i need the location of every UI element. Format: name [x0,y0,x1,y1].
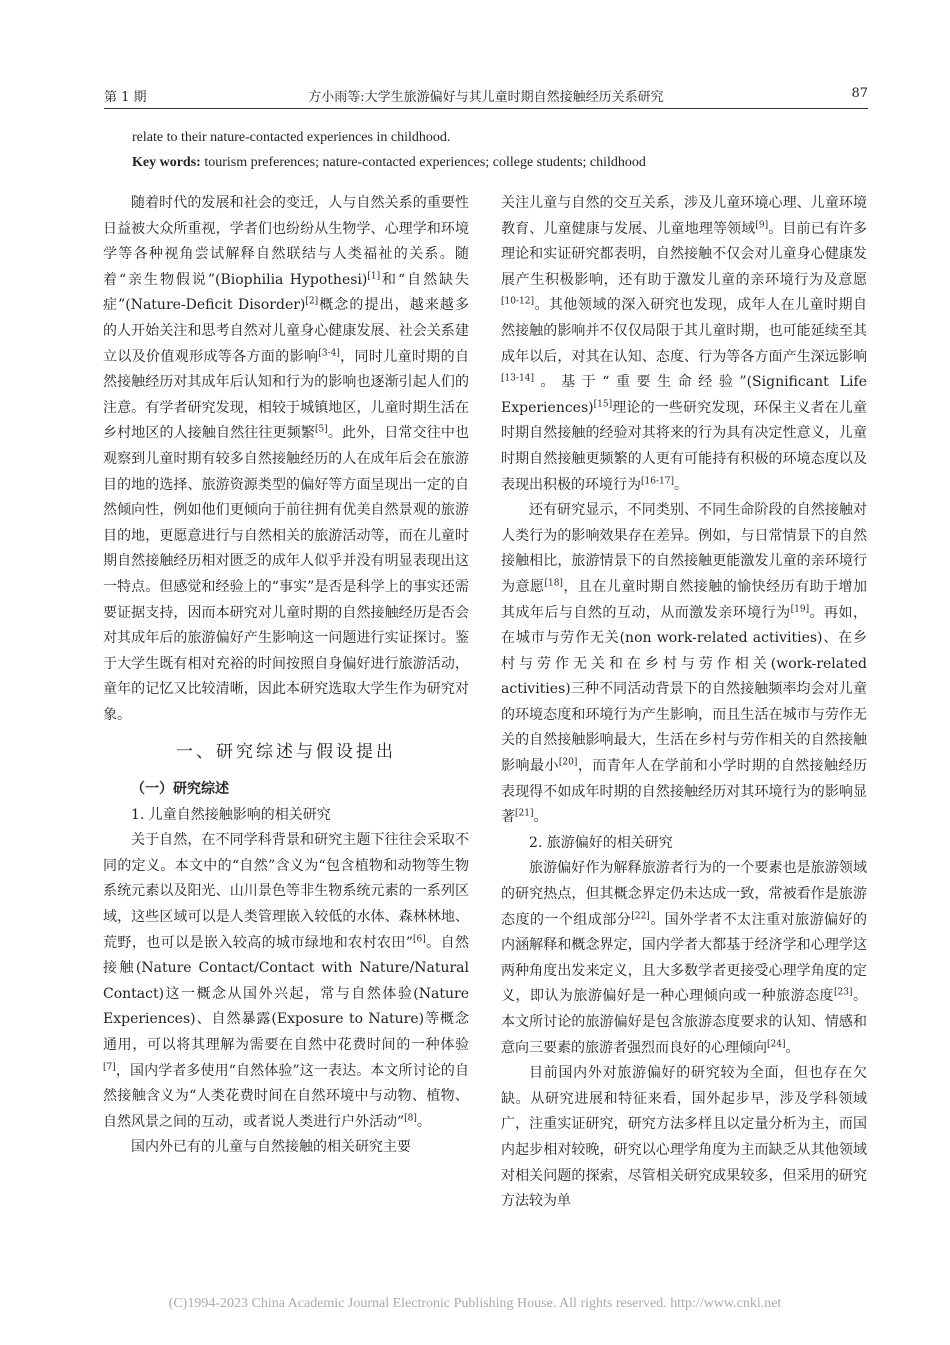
issue-number: 第 1 期 [104,90,147,105]
keywords-text: tourism preferences; nature-contacted experiences; college students; childhood [200,155,646,170]
keywords-line [132,150,852,176]
abstract-tail-line: relate to their nature-contacted experiences in childhood. [132,130,451,145]
body-paragraph: 国内外已有的儿童与自然接触的相关研究主要 [131,1139,411,1156]
keywords-label: Key words: [132,155,201,170]
left-column [103,191,469,1161]
section-heading: 一、研究综述与假设提出 [176,742,396,763]
running-header [104,84,868,109]
continued-paragraph: 关注儿童与自然的交互关系，涉及儿童环境心理、儿童环境教育、儿童健康与发展、儿童地理等领域[9]。目前已有许多理论和实证研究都表明，自然接触不仅会对儿童身心健康发展产生积极影响，还有助于激发儿童的亲环境行为及意愿[10-12]。其他领域的深入研究也发现，成年人在儿童时期自然接触的影响并不仅仅局限于其儿童时期，也可能延续至其成年以后，对其在认知、态度、行为等各方面产生深远影响[13-14]。基于“重要生命经验”(Significant Life Experiences)[15]理论的一些研究发现，环保主义者在儿童时期自然接触的经验对其将来的行为具有决定性意义，儿童时期自然接触更频繁的人更有可能持有积极的环境态度以及表现出积极的环境行为[16-17]。 [501,195,868,493]
right-column [501,191,867,1215]
page-number: 87 [851,86,868,101]
copyright-footer: (C)1994-2023 China Academic Journal Electronic Publishing House. All rights reserved. http://www.cnki.net [168,1296,782,1311]
body-paragraph: 还有研究显示，不同类别、不同生命阶段的自然接触对人类行为的影响效果存在差异。例如，与日常情景下的自然接触相比，旅游情景下的自然接触更能激发儿童的亲环境行为意愿[18]，且在儿童时期自然接触的愉快经历有助于增加其成年后与自然的互动，从而激发亲环境行为[19]。再如，在城市与劳作无关(non work-related activities)、在乡村与劳作无关和在乡村与劳作相关(work-related activities)三种不同活动背景下的自然接触频率均会对儿童的环境态度和环境行为产生影响，而且生活在城市与劳作无关的自然接触影响最大，生活在乡村与劳作相关的自然接触影响最小[20]，而青年人在学前和小学时期的自然接触经历表现得不如成年时期的自然接触经历对其环境行为的影响显著[21]。 [501,502,868,826]
subsubsection-heading: 2. 旅游偏好的相关研究 [529,834,673,851]
subsection-heading: （一）研究综述 [131,781,229,798]
nature-definition-paragraph: 关于自然，在不同学科背景和研究主题下往往会采取不同的定义。本文中的“自然”含义为“包含植物和动物等生物系统元素以及阳光、山川景色等非生物系统元素的一系列区域，这些区域可以是人类管理嵌入较低的水体、森林林地、荒野，也可以是嵌入较高的城市绿地和农村农田”[6]。自然接触(Nature Contact/Contact with Nature/Natural Contact)这一概念从国外兴起，常与自然体验(Nature Experiences)、自然暴露(Exposure to Nature)等概念通用，可以将其理解为需要在自然中花费时间的一种体验[7]，国内学者多使用“自然体验”这一表达。本文所讨论的自然接触含义为“人类花费时间在自然环境中与动物、植物、自然风景之间的互动，或者说人类进行户外活动”[8]。 [103,832,470,1130]
tourism-preference-paragraph: 旅游偏好作为解释旅游者行为的一个要素也是旅游领域的研究热点，但其概念界定仍未达成一致，常被看作是旅游态度的一个组成部分[22]。国外学者不太注重对旅游偏好的内涵解释和概念界定，国内学者大都基于经济学和心理学这两种角度出发来定义，且大多数学者更接受心理学角度的定义，即认为旅游偏好是一种心理倾向或一种旅游态度[23]。本文所讨论的旅游偏好是包含旅游态度要求的认知、情感和意向三要素的旅游者强烈而良好的心理倾向[24]。 [501,860,868,1056]
subsubsection-heading: 1. 儿童自然接触影响的相关研究 [131,806,331,823]
intro-paragraph: 随着时代的发展和社会的变迁，人与自然关系的重要性日益被大众所重视，学者们也纷纷从生物学、心理学和环境学等各种视角尝试解释自然联结与人类福祉的关系。随着“亲生物假说”(Biophilia Hypothesi)[1]和“自然缺失症”(Nature-Deficit Disorder)[2]概念的提出，越来越多的人开始关注和思考自然对儿童身心健康发展、社会关系建立以及价值观形成等各方面的影响[3-4]，同时儿童时期的自然接触经历对其成年后认知和行为的影响也逐渐引起人们的注意。有学者研究发现，相较于城镇地区，儿童时期生活在乡村地区的人接触自然往往更频繁[5]。此外，日常交往中也观察到儿童时期有较多自然接触经历的人在成年后会在旅游目的地的选择、旅游资源类型的偏好等方面呈现出一定的自然倾向性，例如他们更倾向于前往拥有优美自然景观的旅游目的地，更愿意进行与自然相关的旅游活动等，而在儿童时期自然接触经历相对匮乏的成年人似乎并没有明显表现出这一特点。但感觉和经验上的“事实”是否是科学上的事实还需要证据支持，因而本研究对儿童时期的自然接触经历是否会对其成年后的旅游偏好产生影响这一问题进行实证探讨。鉴于大学生既有相对充裕的时间按照自身偏好进行旅游活动，童年的记忆又比较清晰，因此本研究选取大学生作为研究对象。 [103,195,470,723]
running-title: 方小雨等:大学生旅游偏好与其儿童时期自然接触经历关系研究 [308,90,664,105]
body-paragraph: 目前国内外对旅游偏好的研究较为全面，但也存在欠缺。从研究进展和特征来看，国外起步早，涉及学科领域广，注重实证研究，研究方法多样且以定量分析为主，而国内起步相对较晚，研究以心理学角度为主而缺乏从其他领域对相关问题的探索，尽管相关研究成果较多，但采用的研究方法较为单 [501,1065,867,1210]
